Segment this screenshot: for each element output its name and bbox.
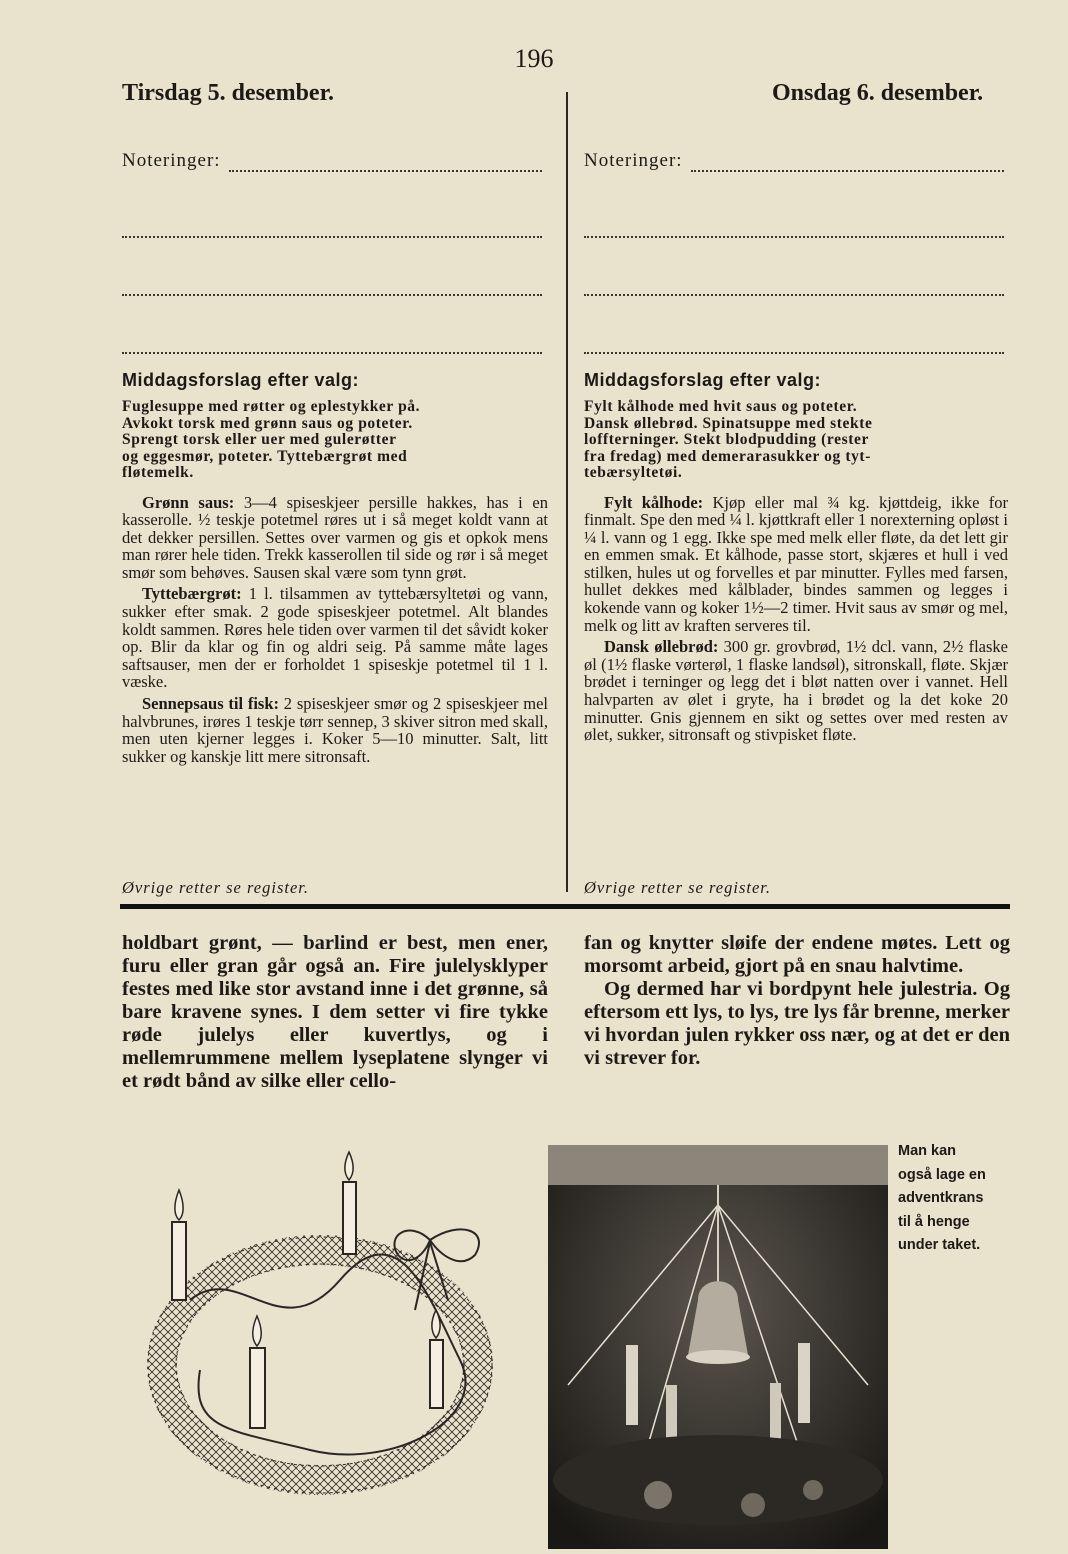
left-footer-note: Øvrige retter se register. <box>122 878 309 897</box>
left-menu-heading: Middagsforslag efter valg: <box>122 370 360 390</box>
recipe-title: Tyttebærgrøt: <box>142 584 242 604</box>
left-menu-column <box>122 370 548 769</box>
recipe-text: Kjøp eller mal ¾ kg. kjøttdeig, ikke for finmalt. Spe den med ¼ l. kjøttkraft eller 1 norexterning opløst i ¼ l. vann og 1 egg. Ikke spe med melk eller fløte, da det lett gir en emmen smak. Et kålhode, passe stort, skjæres et hull i ved stilken, hules ut og forvelles et par minutter. Fylles med farsen, hullet dekkes med kålblader, bindes sammen og legges i kokende vann og koker 1½—2 timer. Hvit saus av smør og mel, melk og litt av kraften serveres til. <box>584 492 1008 635</box>
menu-line: fra fredag) med demerarasukker og tyt- <box>584 447 871 465</box>
recipe <box>122 695 548 765</box>
recipe-text: 3—4 spiseskjeer persille hakkes, has i en kasserolle. ½ teskje potetmel røres ut i så meget koldt vann at det dekker persillen. Settes over varmen og gis et opkok mens man rører hele tiden. Trekk kasserollen til side og rør i så meget smør som behøves. Sausen skal være som tynn grøt. <box>122 492 549 582</box>
menu-line: og eggesmør, poteter. Tyttebærgrøt med <box>122 447 408 465</box>
menu-line: tebærsyltetøi. <box>584 464 683 481</box>
hanging-wreath-photo <box>548 1145 888 1549</box>
caption-line: til å henge <box>898 1213 970 1230</box>
page-number: 196 <box>514 44 554 73</box>
recipe-title: Dansk øllebrød: <box>604 637 719 657</box>
right-menu-suggestions <box>584 399 1008 482</box>
right-menu-column <box>584 370 1008 748</box>
recipe-text: 300 gr. grovbrød, 1½ dcl. vann, 2½ flaske øl (1½ flaske vørterøl, 1 flaske landsøl), sitronskall, fløte. Skjær brødet i terninger og legg det i bløt natten over i vannet. Hell halvparten av ølet i gryte, ha i brødet og la det koke 20 minutter. Gnis gjennem en sikt og settes over med resten av ølet, sukker, sitronsaft og stivpisket fløte. <box>584 637 1009 745</box>
story-paragraph: holdbart grønt, — barlind er best, men ener, furu eller gran går også an. Fire julelysklyper festes med like stor avstand inne i det grønne, så bare kravene synes. I dem setter vi fire tykke røde julelys eller kuvertlys, og i mellemrummene mellem lyseplatene slynger vi et rødt bånd av silke eller cello- <box>122 932 548 1092</box>
caption-line: Man kan <box>898 1143 957 1159</box>
story-paragraph: Og dermed har vi bordpynt hele julestria. Og eftersom ett lys, to lys, tre lys får brenne, merker vi hvordan julen rykker oss nær, og at det er den vi strever for. <box>584 978 1010 1069</box>
recipe-text: 1 l. tilsammen av tyttebærsyltetøi og vann, sukker efter smak. 2 gode spiseskjeer potetmel. Alt blandes koldt sammen. Røres hele tiden over varmen til det såvidt koker op. Blir da klar og fin og aldri seig. På samme måte lages saftsauser, men der er forholdet 1 spiseskje potetmel til 1 l. væske. <box>122 584 549 692</box>
left-menu-suggestions <box>122 399 548 482</box>
left-day-heading: Tirsdag 5. desember. <box>122 80 335 106</box>
recipe-title: Sennepsaus til fisk: <box>142 694 280 714</box>
menu-line: Avkokt torsk med grønn saus og poteter. <box>122 414 413 432</box>
recipe <box>122 494 548 582</box>
right-notes <box>584 150 1004 354</box>
right-footer-note: Øvrige retter se register. <box>584 878 771 897</box>
recipe <box>122 585 548 691</box>
menu-line: loffterninger. Stekt blodpudding (rester <box>584 431 869 448</box>
menu-line: Fylt kålhode med hvit saus og poteter. <box>584 398 858 415</box>
story-paragraph: fan og knytter sløife der endene møtes. Lett og morsomt arbeid, gjort på en snau halvtime. <box>584 932 1010 977</box>
advent-wreath-illustration <box>130 1150 510 1520</box>
right-notes-label: Noteringer: <box>584 150 683 171</box>
caption-line: også lage en <box>898 1166 986 1183</box>
recipe <box>584 494 1008 635</box>
left-notes-label: Noteringer: <box>122 150 221 171</box>
right-menu-heading: Middagsforslag efter valg: <box>584 370 822 390</box>
recipe-title: Grønn saus: <box>142 492 235 512</box>
recipe-title: Fylt kålhode: <box>604 492 704 512</box>
recipe <box>584 638 1008 744</box>
photo-caption <box>898 1140 1028 1258</box>
story-right-column <box>584 932 1010 1070</box>
caption-line: under taket. <box>898 1237 981 1253</box>
caption-line: adventkrans <box>898 1190 984 1206</box>
left-notes <box>122 150 542 354</box>
section-rule <box>120 904 1010 909</box>
menu-line: Dansk øllebrød. Spinatsuppe med stekte <box>584 414 873 432</box>
story-left-column <box>122 932 548 1093</box>
menu-line: Fuglesuppe med røtter og eplestykker på. <box>122 398 421 415</box>
right-day-heading: Onsdag 6. desember. <box>772 80 984 106</box>
menu-line: Sprengt torsk eller uer med gulerøtter <box>122 431 397 448</box>
menu-line: fløtemelk. <box>122 464 194 481</box>
column-divider <box>566 92 568 892</box>
recipe-text: 2 spiseskjeer smør og 2 spiseskjeer mel halvbrunes, irøres 1 teskje tørr sennep, 3 skiver sitron med skall, men uten kjerner legges i. Koker 5—10 minutter. Salt, litt sukker og kanskje litt mere sitronsaft. <box>122 694 548 766</box>
